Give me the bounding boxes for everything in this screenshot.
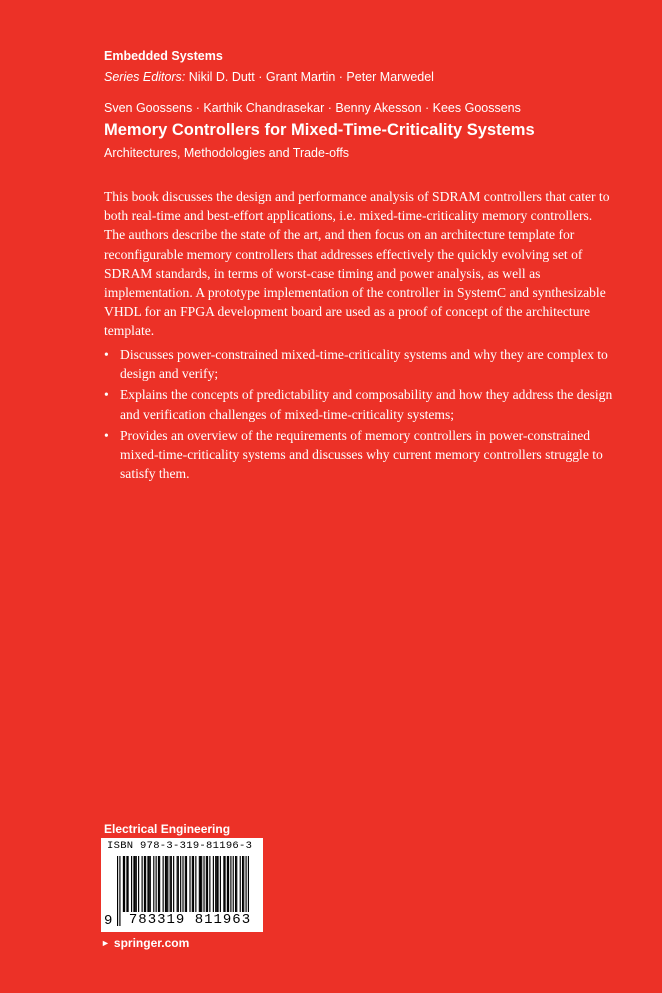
barcode-bar [158,856,159,916]
barcode-bar [215,856,216,916]
feature-item [104,345,618,383]
bullet-icon: • [104,427,109,443]
barcode-bar [135,856,136,916]
barcode-bar [142,856,143,916]
series-editors [104,70,434,84]
barcode-bar [213,856,214,916]
barcode-bar [228,856,229,916]
barcode-bar [178,856,179,916]
barcode-bar [195,856,196,916]
subject-category: Electrical Engineering [104,822,231,836]
feature-item [104,385,618,423]
barcode-bar [167,856,168,916]
barcode-bar [201,856,202,916]
barcode-bar [223,856,224,916]
ean-digits: 783319 811963 [121,912,259,930]
barcode-bar [147,856,148,916]
bullet-icon: • [104,387,109,403]
barcode-bar [182,856,183,916]
book-subtitle: Architectures, Methodologies and Trade-offs [104,146,350,160]
barcode-bar [159,856,160,916]
book-title: Memory Controllers for Mixed-Time-Criticality Systems [104,121,535,139]
barcode-bar [224,856,225,916]
barcode-bar [199,856,200,916]
barcode-bar [150,856,151,916]
barcode-bar [192,856,193,916]
barcode-bar [124,856,125,916]
barcode-bar [163,856,164,916]
barcode-bar [243,856,244,916]
barcode-bar [165,856,166,916]
barcode-bar [220,856,221,916]
barcode-bar [149,856,150,916]
barcode-bar [126,856,127,916]
barcode-bar [230,856,231,916]
series-editors-label: Series Editors: [104,70,186,84]
barcode-bar [193,856,194,916]
publisher-link[interactable] [101,936,189,950]
barcode-bar [189,856,190,916]
barcode-bar [171,856,172,916]
barcode-bar [209,856,210,916]
barcode-bar [207,856,208,916]
book-description: This book discusses the design and performance analysis of SDRAM controllers that cater to both real-time and best-effort applications, i.e. mixed-time-criticality memory controllers. The authors describe the state of the art, and then focus on an architecture template for reconfigurable memory controllers that addresses effectively the quickly evolving set of SDRAM standards, in terms of worst-case timing and power analysis, as well as implementation. A prototype implementation of the controller in SystemC and synthesizable VHDL for an FPGA development board are used as a proof of concept of the architecture template. [104,189,610,339]
barcode-bar [136,856,137,916]
barcode-bar [236,856,237,916]
barcode-bar [233,856,234,916]
barcode-bar [235,856,236,916]
barcode-bar [145,856,146,916]
book-authors: Sven Goossens · Karthik Chandrasekar · Benny Akesson · Kees Goossens [104,101,521,115]
barcode-bar [128,856,129,916]
barcode-bar [203,856,204,916]
series-editors-names: Nikil D. Dutt · Grant Martin · Peter Marwedel [188,70,434,84]
feature-list [104,345,618,485]
barcode-bar [227,856,228,916]
barcode-bar [144,856,145,916]
barcode-bar [206,856,207,916]
isbn-barcode [101,838,263,932]
barcode-bar [156,856,157,916]
ean-first-digit: 9 [104,913,113,929]
barcode-bar [153,856,154,916]
barcode-bar [166,856,167,916]
barcode-bar [177,856,178,916]
arrow-icon: ► [101,938,110,948]
barcode-bar [170,856,171,916]
barcode-bar [131,856,132,916]
barcode-bar [117,856,118,926]
bullet-icon: • [104,347,109,362]
feature-text: Provides an overview of the requirements of memory controllers in power-constrained mixed-time-criticality systems and discusses why current memory controllers struggle to satisfy them. [120,427,603,482]
barcode-bar [138,856,139,916]
barcode-bar [216,856,217,916]
barcode-bar [242,856,243,916]
barcode-bar [200,856,201,916]
barcode-bar [240,856,241,916]
barcode-bar [186,856,187,916]
series-name: Embedded Systems [104,49,223,63]
barcode-bar [133,856,134,916]
isbn-text: ISBN 978-3-319-81196-3 [107,840,253,852]
feature-text: Discusses power-constrained mixed-time-criticality systems and why they are complex to design and verify; [120,347,608,382]
barcode-bar [173,856,174,916]
feature-text: Explains the concepts of predictability and composability and how they address the design and verification challenges of mixed-time-criticality systems; [120,387,613,422]
publisher-name: springer.com [113,936,190,950]
barcode-bar [180,856,181,916]
barcode-bar [217,856,218,916]
barcode-bar [185,856,186,916]
barcode-bar [123,856,124,916]
feature-item [104,426,618,484]
